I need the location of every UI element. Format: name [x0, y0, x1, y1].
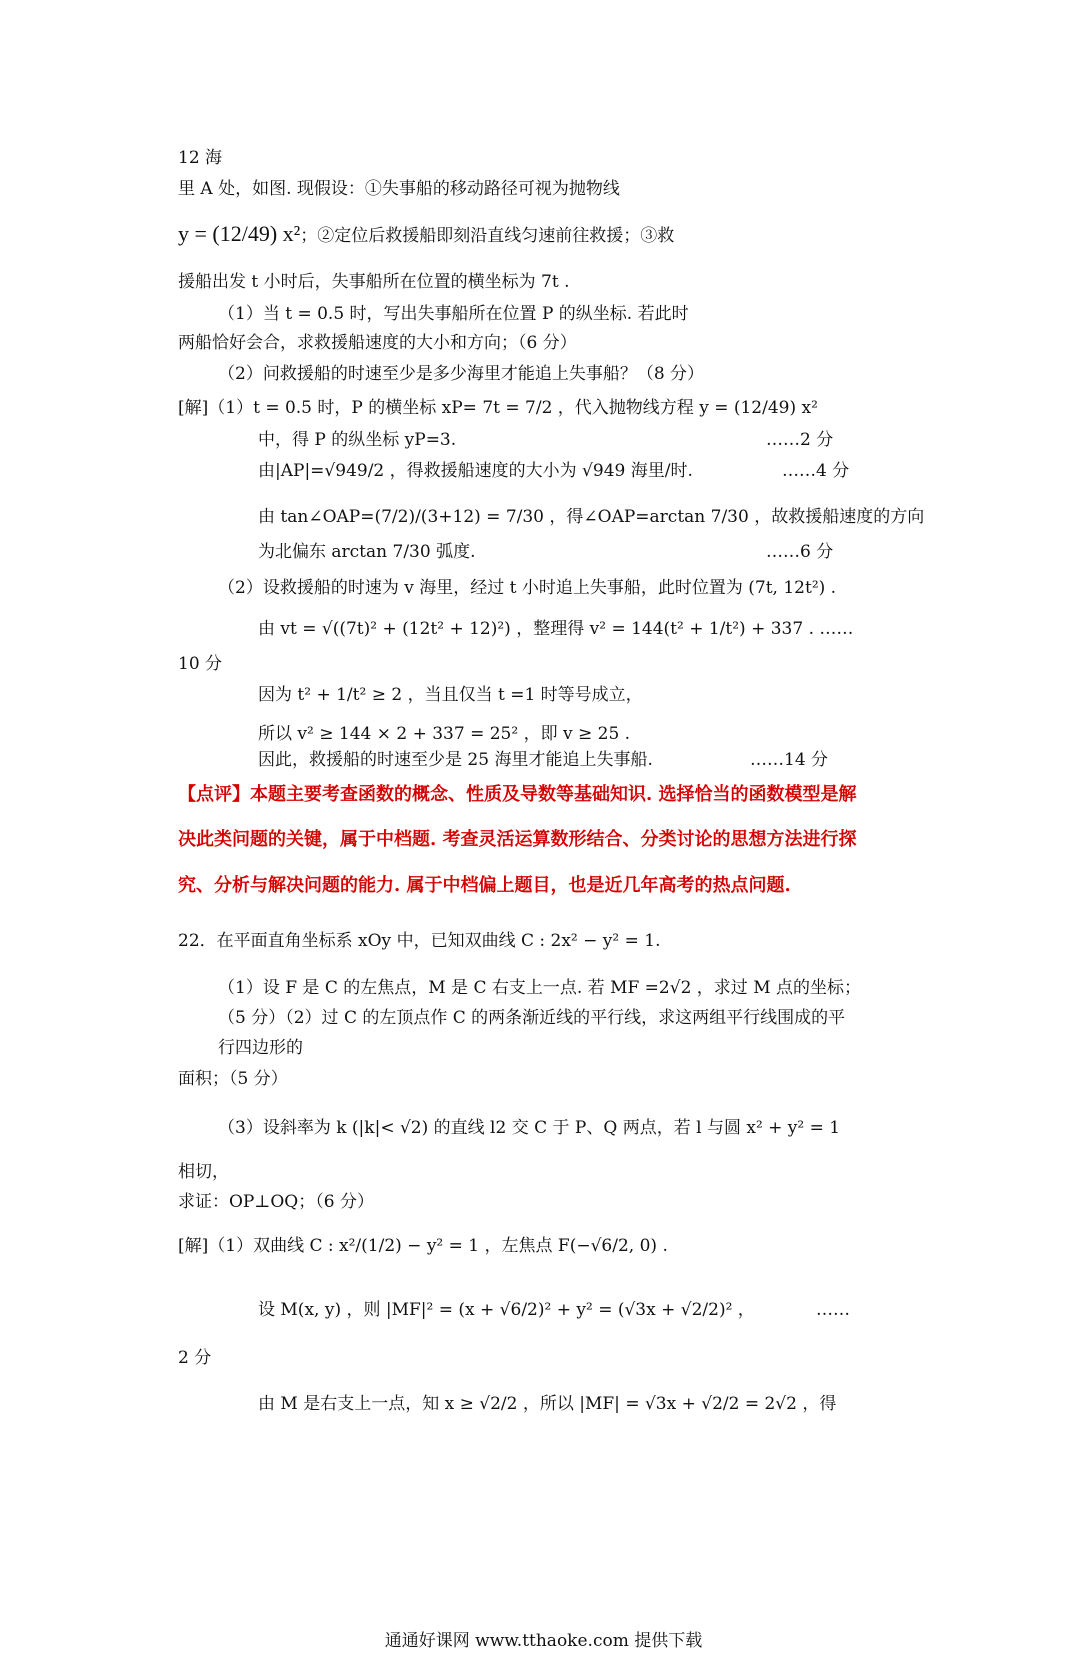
- p21-line1: 12 海: [178, 148, 223, 168]
- sol21-line3: 由|AP|=√949/2 ，得救援船速度的大小为 √949 海里/时.: [258, 461, 693, 481]
- sol21-line7: 由 vt = √((7t)² + (12t² + 12)²) ，整理得 v² = 144(t² + 1/t²) + 337 . ……: [258, 619, 854, 639]
- p21-line3-text: ；②定位后救援船即刻沿直线匀速前往救援；③救: [300, 226, 675, 246]
- score-14: ……14 分: [750, 750, 829, 770]
- sol21-line8: 10 分: [178, 654, 223, 674]
- p22-line6: （3）设斜率为 k (|k|< √2) 的直线 l2 交 C 于 P、Q 两点，若 l 与圆 x² + y² = 1: [218, 1118, 841, 1138]
- p22-line3: （5 分）（2）过 C 的左顶点作 C 的两条渐近线的平行线，求这两组平行线围成的平: [218, 1008, 846, 1028]
- footer-download-note: 通通好课网 www.tthaoke.com 提供下载: [384, 1631, 703, 1651]
- sol22-line3: 2 分: [178, 1348, 212, 1368]
- p22-line5: 面积；（5 分）: [178, 1069, 288, 1089]
- sol21-line10: 所以 v² ≥ 144 × 2 + 337 = 25² ，即 v ≥ 25 .: [258, 724, 631, 744]
- comment-line2: 决此类问题的关键，属于中档题. 考查灵活运算数形结合、分类讨论的思想方法进行探: [178, 829, 857, 850]
- p21-q2: （2）问救援船的时速至少是多少海里才能追上失事船？（8 分）: [218, 364, 705, 384]
- sol22-line4: 由 M 是右支上一点，知 x ≥ √2/2 ，所以 |MF| = √3x + √2/2 = 2√2 ，得: [258, 1394, 837, 1414]
- sol21-line9: 因为 t² + 1/t² ≥ 2 ，当且仅当 t =1 时等号成立，: [258, 685, 643, 705]
- sol21-line11: 因此，救援船的时速至少是 25 海里才能追上失事船.: [258, 750, 653, 770]
- p21-line3: [178, 222, 674, 248]
- parabola-equation: y = (12/49) x²: [178, 221, 301, 246]
- sol21-line1: [解]（1）t = 0.5 时，P 的横坐标 xP= 7t = 7/2 ，代入抛物线方程 y = (12/49) x²: [178, 398, 818, 418]
- p22-line2: （1）设 F 是 C 的左焦点，M 是 C 右支上一点. 若 MF =2√2 ，求过 M 点的坐标；: [218, 978, 862, 998]
- p22-line1: 22．在平面直角坐标系 xOy 中，已知双曲线 C : 2x² − y² = 1.: [178, 931, 661, 951]
- sol21-line4: 由 tan∠OAP=(7/2)/(3+12) = 7/30 ，得∠OAP=arctan 7/30 ，故救援船速度的方向: [258, 507, 925, 527]
- score-dots: ……: [816, 1300, 850, 1320]
- comment-line1: 【点评】本题主要考查函数的概念、性质及导数等基础知识. 选择恰当的函数模型是解: [178, 784, 857, 805]
- sol22-line1: [解]（1）双曲线 C : x²/(1/2) − y² = 1 ，左焦点 F(−√6/2, 0) .: [178, 1236, 668, 1256]
- p21-q1a: （1）当 t = 0.5 时，写出失事船所在位置 P 的纵坐标. 若此时: [218, 304, 689, 324]
- sol21-line6: （2）设救援船的时速为 v 海里，经过 t 小时追上失事船，此时位置为 (7t, 12t²) .: [218, 578, 837, 598]
- p22-line8: 求证：OP⊥OQ；（6 分）: [178, 1192, 374, 1212]
- p22-line4: 行四边形的: [218, 1038, 303, 1058]
- p21-line2: 里 A 处，如图. 现假设：①失事船的移动路径可视为抛物线: [178, 179, 620, 199]
- sol21-line5: 为北偏东 arctan 7/30 弧度.: [258, 542, 476, 562]
- p21-line4: 援船出发 t 小时后，失事船所在位置的横坐标为 7t .: [178, 272, 570, 292]
- p21-q1b: 两船恰好会合，求救援船速度的大小和方向；（6 分）: [178, 333, 577, 353]
- p22-line7: 相切，: [178, 1162, 229, 1182]
- score-6: ……6 分: [766, 542, 834, 562]
- comment-line3: 究、分析与解决问题的能力. 属于中档偏上题目，也是近几年高考的热点问题.: [178, 875, 791, 896]
- sol22-line2: 设 M(x, y) ，则 |MF|² = (x + √6/2)² + y² = (√3x + √2/2)² ，: [258, 1300, 755, 1320]
- score-4: ……4 分: [782, 461, 850, 481]
- score-2: ……2 分: [766, 430, 834, 450]
- sol21-line2: 中，得 P 的纵坐标 yP=3.: [258, 430, 457, 450]
